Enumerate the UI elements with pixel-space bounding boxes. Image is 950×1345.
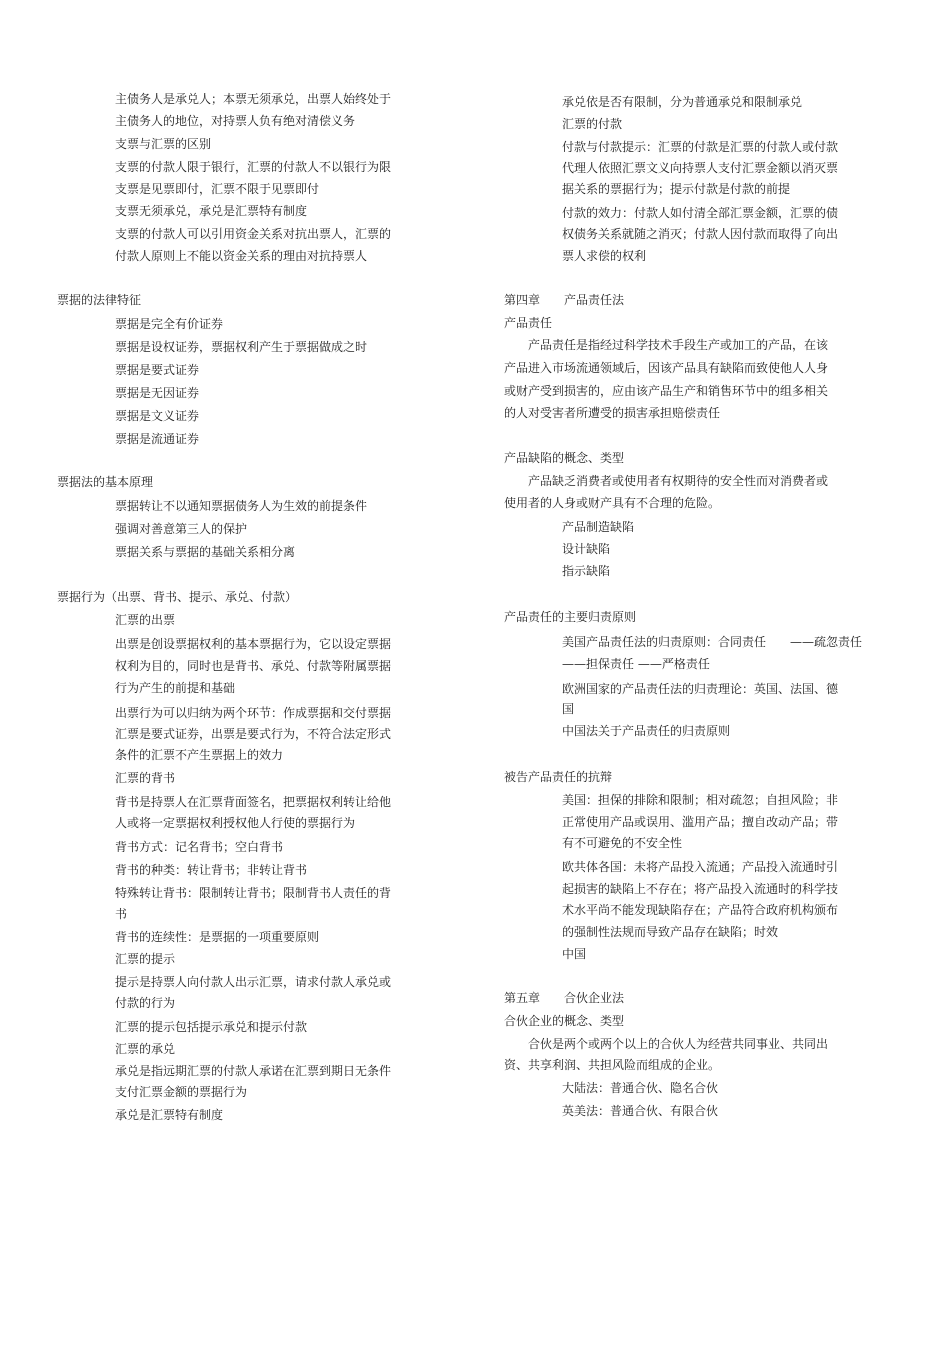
text-line: 承兑是汇票特有制度 bbox=[115, 1108, 224, 1122]
text-line: 票据是文义证券 bbox=[115, 409, 200, 423]
text-line: 大陆法：普通合伙、隐名合伙 bbox=[562, 1081, 719, 1095]
text-line: ——担保责任 ——严格责任 bbox=[562, 657, 710, 671]
section-heading: 第四章 产品责任法 bbox=[504, 293, 625, 307]
text-line: 票据是完全有价证券 bbox=[115, 317, 224, 331]
text-line: 据关系的票据行为；提示付款是付款的前提 bbox=[562, 182, 791, 196]
text-line: 付款的效力：付款人如付清全部汇票金额，汇票的债 bbox=[562, 206, 839, 220]
section-heading: 合伙是两个或两个以上的合伙人为经营共同事业、共同出 bbox=[504, 1037, 829, 1051]
section-heading: 合伙企业的概念、类型 bbox=[504, 1014, 625, 1028]
text-line: 条件的汇票不产生票据上的效力 bbox=[115, 748, 284, 762]
text-line: 支票与汇票的区别 bbox=[115, 137, 212, 151]
section-heading: 产品责任 bbox=[504, 316, 553, 330]
text-line: 汇票的提示包括提示承兑和提示付款 bbox=[115, 1020, 308, 1034]
section-heading: 或财产受到损害的，应由该产品生产和销售环节中的组多相关 bbox=[504, 384, 829, 398]
text-line: 的强制性法规而导致产品存在缺陷；时效 bbox=[562, 925, 779, 939]
section-heading: 票据法的基本原理 bbox=[57, 475, 154, 489]
text-line: 票据是流通证券 bbox=[115, 432, 200, 446]
text-line: 有不可避免的不安全性 bbox=[562, 836, 683, 850]
text-line: 权利为目的，同时也是背书、承兑、付款等附属票据 bbox=[115, 659, 392, 673]
text-line: 支票的付款人限于银行，汇票的付款人不以银行为限 bbox=[115, 160, 392, 174]
text-line: 主债务人是承兑人；本票无须承兑，出票人始终处于 bbox=[115, 92, 392, 106]
text-line: 背书方式：记名背书；空白背书 bbox=[115, 840, 284, 854]
section-heading: 产品责任是指经过科学技术手段生产或加工的产品，在该 bbox=[504, 338, 829, 352]
text-line: 汇票的提示 bbox=[115, 952, 176, 966]
text-line: 代理人依照汇票文义向持票人支付汇票金额以消灭票 bbox=[562, 161, 839, 175]
text-line: 承兑是指远期汇票的付款人承诺在汇票到期日无条件 bbox=[115, 1064, 392, 1078]
text-line: 权债务关系就随之消灭；付款人因付款而取得了向出 bbox=[562, 227, 839, 241]
text-line: 票据是要式证券 bbox=[115, 363, 200, 377]
text-line: 票据是无因证券 bbox=[115, 386, 200, 400]
text-line: 支付汇票金额的票据行为 bbox=[115, 1085, 248, 1099]
text-line: 支票无须承兑，承兑是汇票特有制度 bbox=[115, 204, 308, 218]
text-line: 出票行为可以归纳为两个环节：作成票据和交付票据 bbox=[115, 706, 392, 720]
text-line: 主债务人的地位，对持票人负有绝对清偿义务 bbox=[115, 114, 356, 128]
section-heading: 资、共享利润、共担风险而组成的企业。 bbox=[504, 1058, 721, 1072]
section-heading: 第五章 合伙企业法 bbox=[504, 991, 625, 1005]
text-line: 背书的种类：转让背书；非转让背书 bbox=[115, 863, 308, 877]
section-heading: 产品进入市场流通领域后，因该产品具有缺陷而致使他人人身 bbox=[504, 361, 829, 375]
text-line: 中国法关于产品责任的归责原则 bbox=[562, 724, 731, 738]
text-line: 正常使用产品或误用、滥用产品；擅自改动产品；带 bbox=[562, 815, 839, 829]
text-line: 汇票的承兑 bbox=[115, 1042, 176, 1056]
text-line: 票人求偿的权利 bbox=[562, 249, 647, 263]
text-line: 票据转让不以通知票据债务人为生效的前提条件 bbox=[115, 499, 368, 513]
text-line: 产品制造缺陷 bbox=[562, 520, 635, 534]
text-line: 支票的付款人可以引用资金关系对抗出票人，汇票的 bbox=[115, 227, 392, 241]
text-line: 特殊转让背书：限制转让背书；限制背书人责任的背 bbox=[115, 886, 392, 900]
text-line: 欧共体各国：未将产品投入流通；产品投入流通时引 bbox=[562, 860, 839, 874]
text-line: 汇票的出票 bbox=[115, 613, 176, 627]
section-heading: 使用者的人身或财产具有不合理的危险。 bbox=[504, 496, 721, 510]
text-line: 强调对善意第三人的保护 bbox=[115, 522, 248, 536]
text-line: 行为产生的前提和基础 bbox=[115, 681, 236, 695]
text-line: 英美法：普通合伙、有限合伙 bbox=[562, 1104, 719, 1118]
section-heading: 票据的法律特征 bbox=[57, 293, 142, 307]
text-line: 支票是见票即付，汇票不限于见票即付 bbox=[115, 182, 320, 196]
text-line: 出票是创设票据权利的基本票据行为，它以设定票据 bbox=[115, 637, 392, 651]
text-line: 背书是持票人在汇票背面签名，把票据权利转让给他 bbox=[115, 795, 392, 809]
text-line: 付款与付款提示：汇票的付款是汇票的付款人或付款 bbox=[562, 140, 839, 154]
text-line: 背书的连续性：是票据的一项重要原则 bbox=[115, 930, 320, 944]
text-line: 提示是持票人向付款人出示汇票，请求付款人承兑或 bbox=[115, 975, 392, 989]
section-heading: 的人对受害者所遭受的损害承担赔偿责任 bbox=[504, 406, 721, 420]
text-line: 设计缺陷 bbox=[562, 542, 611, 556]
text-line: 国 bbox=[562, 702, 575, 716]
section-heading: 产品缺陷的概念、类型 bbox=[504, 451, 625, 465]
text-line: 付款的行为 bbox=[115, 996, 176, 1010]
text-line: 指示缺陷 bbox=[562, 564, 611, 578]
text-line: 承兑依是否有限制，分为普通承兑和限制承兑 bbox=[562, 95, 803, 109]
text-line: 美国：担保的排除和限制；相对疏忽；自担风险；非 bbox=[562, 793, 839, 807]
text-line: 票据关系与票据的基础关系相分离 bbox=[115, 545, 296, 559]
text-line: 汇票的付款 bbox=[562, 117, 623, 131]
section-heading: 产品缺乏消费者或使用者有权期待的安全性而对消费者或 bbox=[504, 474, 829, 488]
text-line: 欧洲国家的产品责任法的归责理论：英国、法国、德 bbox=[562, 682, 839, 696]
text-line: 人或将一定票据权利授权他人行使的票据行为 bbox=[115, 816, 356, 830]
text-line: 美国产品责任法的归责原则：合同责任 ——疏忽责任 bbox=[562, 635, 863, 649]
section-heading: 被告产品责任的抗辩 bbox=[504, 770, 613, 784]
text-line: 汇票的背书 bbox=[115, 771, 176, 785]
text-line: 票据是设权证券，票据权利产生于票据做成之时 bbox=[115, 340, 368, 354]
text-line: 起损害的缺陷上不存在；将产品投入流通时的科学技 bbox=[562, 882, 839, 896]
text-line: 书 bbox=[115, 907, 128, 921]
section-heading: 票据行为（出票、背书、提示、承兑、付款） bbox=[57, 590, 298, 604]
text-line: 中国 bbox=[562, 947, 587, 961]
text-line: 付款人原则上不能以资金关系的理由对抗持票人 bbox=[115, 249, 368, 263]
section-heading: 产品责任的主要归责原则 bbox=[504, 610, 637, 624]
text-line: 汇票是要式证券，出票是要式行为，不符合法定形式 bbox=[115, 727, 392, 741]
text-line: 术水平尚不能发现缺陷存在；产品符合政府机构颁布 bbox=[562, 903, 839, 917]
